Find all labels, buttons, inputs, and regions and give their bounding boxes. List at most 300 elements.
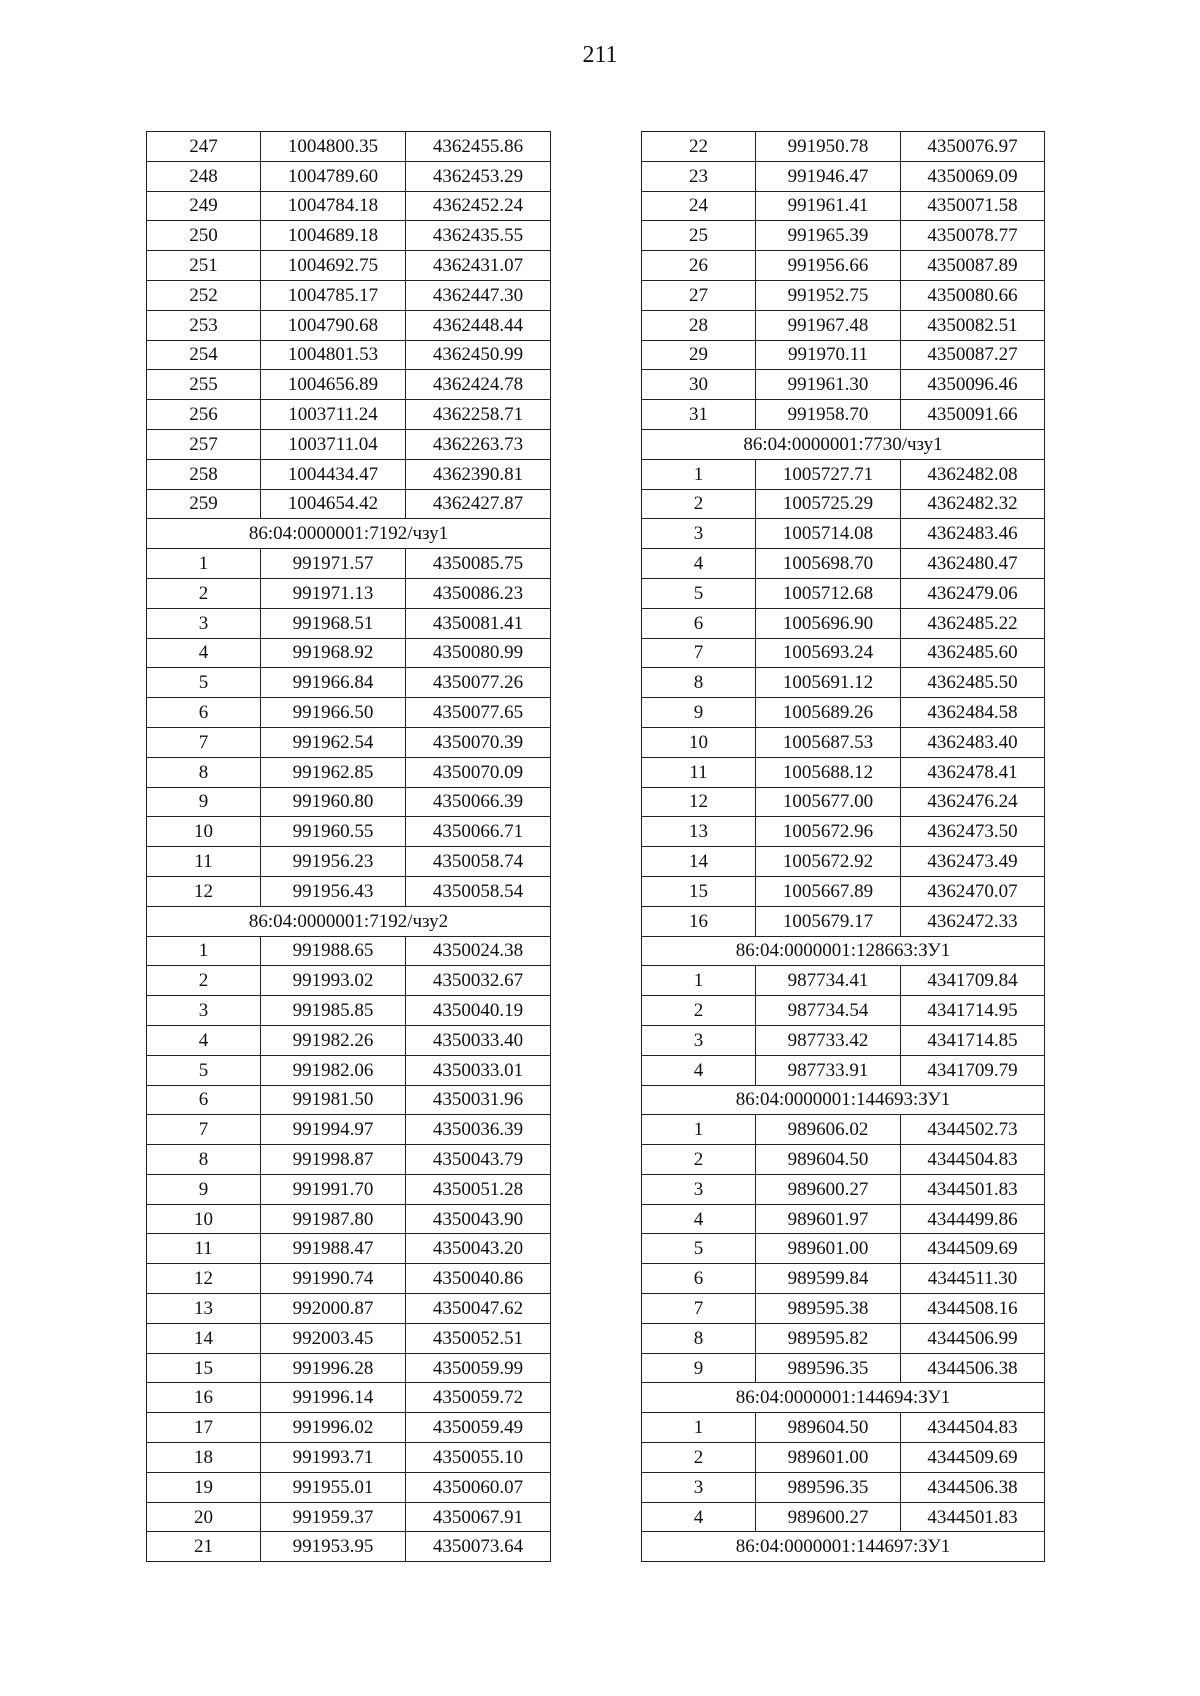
x-coordinate-cell: 1005679.17 bbox=[756, 906, 901, 936]
x-coordinate-cell: 1004692.75 bbox=[261, 251, 406, 281]
x-coordinate-cell: 1003711.24 bbox=[261, 400, 406, 430]
y-coordinate-cell: 4350066.39 bbox=[406, 787, 551, 817]
table-row bbox=[147, 936, 551, 966]
x-coordinate-cell: 1004654.42 bbox=[261, 489, 406, 519]
table-row bbox=[147, 1323, 551, 1353]
table-row bbox=[642, 1323, 1045, 1353]
table-row bbox=[642, 1055, 1045, 1085]
y-coordinate-cell: 4362482.32 bbox=[901, 489, 1045, 519]
x-coordinate-cell: 991953.95 bbox=[261, 1532, 406, 1562]
x-coordinate-cell: 991971.13 bbox=[261, 578, 406, 608]
x-coordinate-cell: 1005672.96 bbox=[756, 817, 901, 847]
parcel-cadastral-number: 86:04:0000001:128663:ЗУ1 bbox=[642, 936, 1045, 966]
x-coordinate-cell: 989601.00 bbox=[756, 1443, 901, 1473]
y-coordinate-cell: 4350085.75 bbox=[406, 549, 551, 579]
y-coordinate-cell: 4344499.86 bbox=[901, 1204, 1045, 1234]
table-row bbox=[642, 161, 1045, 191]
table-row bbox=[147, 727, 551, 757]
table-row bbox=[147, 847, 551, 877]
x-coordinate-cell: 991961.41 bbox=[756, 191, 901, 221]
y-coordinate-cell: 4350080.66 bbox=[901, 280, 1045, 310]
y-coordinate-cell: 4350071.58 bbox=[901, 191, 1045, 221]
point-number-cell: 29 bbox=[642, 340, 756, 370]
x-coordinate-cell: 989606.02 bbox=[756, 1115, 901, 1145]
y-coordinate-cell: 4350040.19 bbox=[406, 996, 551, 1026]
table-row bbox=[147, 1055, 551, 1085]
point-number-cell: 1 bbox=[642, 1413, 756, 1443]
point-number-cell: 11 bbox=[642, 757, 756, 787]
y-coordinate-cell: 4344508.16 bbox=[901, 1294, 1045, 1324]
point-number-cell: 13 bbox=[147, 1294, 261, 1324]
table-row bbox=[642, 1294, 1045, 1324]
table-row bbox=[642, 698, 1045, 728]
parcel-header-row bbox=[642, 1532, 1045, 1562]
point-number-cell: 1 bbox=[642, 459, 756, 489]
y-coordinate-cell: 4350069.09 bbox=[901, 161, 1045, 191]
table-row bbox=[642, 1472, 1045, 1502]
x-coordinate-cell: 991982.26 bbox=[261, 1025, 406, 1055]
y-coordinate-cell: 4350087.27 bbox=[901, 340, 1045, 370]
y-coordinate-cell: 4362485.60 bbox=[901, 638, 1045, 668]
y-coordinate-cell: 4350080.99 bbox=[406, 638, 551, 668]
point-number-cell: 9 bbox=[642, 1353, 756, 1383]
x-coordinate-cell: 1004801.53 bbox=[261, 340, 406, 370]
y-coordinate-cell: 4344504.83 bbox=[901, 1413, 1045, 1443]
point-number-cell: 13 bbox=[642, 817, 756, 847]
y-coordinate-cell: 4350070.09 bbox=[406, 757, 551, 787]
table-row bbox=[147, 1264, 551, 1294]
x-coordinate-cell: 1005689.26 bbox=[756, 698, 901, 728]
point-number-cell: 5 bbox=[642, 1234, 756, 1264]
table-row bbox=[147, 1353, 551, 1383]
y-coordinate-cell: 4350036.39 bbox=[406, 1115, 551, 1145]
y-coordinate-cell: 4362447.30 bbox=[406, 280, 551, 310]
table-row bbox=[642, 519, 1045, 549]
y-coordinate-cell: 4362453.29 bbox=[406, 161, 551, 191]
table-row bbox=[642, 221, 1045, 251]
point-number-cell: 10 bbox=[147, 1204, 261, 1234]
point-number-cell: 259 bbox=[147, 489, 261, 519]
y-coordinate-cell: 4350081.41 bbox=[406, 608, 551, 638]
x-coordinate-cell: 989600.27 bbox=[756, 1502, 901, 1532]
y-coordinate-cell: 4350087.89 bbox=[901, 251, 1045, 281]
x-coordinate-cell: 991982.06 bbox=[261, 1055, 406, 1085]
y-coordinate-cell: 4350032.67 bbox=[406, 966, 551, 996]
y-coordinate-cell: 4350060.07 bbox=[406, 1472, 551, 1502]
parcel-cadastral-number: 86:04:0000001:7192/чзу1 bbox=[147, 519, 551, 549]
y-coordinate-cell: 4341709.84 bbox=[901, 966, 1045, 996]
x-coordinate-cell: 1005672.92 bbox=[756, 847, 901, 877]
y-coordinate-cell: 4362483.40 bbox=[901, 727, 1045, 757]
y-coordinate-cell: 4362258.71 bbox=[406, 400, 551, 430]
x-coordinate-cell: 991952.75 bbox=[756, 280, 901, 310]
table-row bbox=[147, 429, 551, 459]
x-coordinate-cell: 1005714.08 bbox=[756, 519, 901, 549]
point-number-cell: 2 bbox=[642, 996, 756, 1026]
y-coordinate-cell: 4344506.99 bbox=[901, 1323, 1045, 1353]
point-number-cell: 5 bbox=[147, 668, 261, 698]
point-number-cell: 12 bbox=[147, 1264, 261, 1294]
y-coordinate-cell: 4350047.62 bbox=[406, 1294, 551, 1324]
y-coordinate-cell: 4350067.91 bbox=[406, 1502, 551, 1532]
table-row bbox=[147, 1502, 551, 1532]
table-row bbox=[642, 608, 1045, 638]
x-coordinate-cell: 991956.66 bbox=[756, 251, 901, 281]
x-coordinate-cell: 989595.38 bbox=[756, 1294, 901, 1324]
y-coordinate-cell: 4362473.50 bbox=[901, 817, 1045, 847]
parcel-cadastral-number: 86:04:0000001:144693:ЗУ1 bbox=[642, 1085, 1045, 1115]
table-row bbox=[147, 1115, 551, 1145]
table-row bbox=[147, 1443, 551, 1473]
point-number-cell: 7 bbox=[147, 727, 261, 757]
point-number-cell: 16 bbox=[147, 1383, 261, 1413]
point-number-cell: 27 bbox=[642, 280, 756, 310]
x-coordinate-cell: 1005712.68 bbox=[756, 578, 901, 608]
parcel-cadastral-number: 86:04:0000001:144694:ЗУ1 bbox=[642, 1383, 1045, 1413]
table-row bbox=[642, 668, 1045, 698]
point-number-cell: 255 bbox=[147, 370, 261, 400]
y-coordinate-cell: 4362476.24 bbox=[901, 787, 1045, 817]
y-coordinate-cell: 4362448.44 bbox=[406, 310, 551, 340]
table-row bbox=[147, 132, 551, 162]
x-coordinate-cell: 1005687.53 bbox=[756, 727, 901, 757]
point-number-cell: 1 bbox=[642, 966, 756, 996]
x-coordinate-cell: 989595.82 bbox=[756, 1323, 901, 1353]
y-coordinate-cell: 4350052.51 bbox=[406, 1323, 551, 1353]
parcel-header-row bbox=[147, 906, 551, 936]
table-row bbox=[642, 549, 1045, 579]
point-number-cell: 10 bbox=[147, 817, 261, 847]
point-number-cell: 26 bbox=[642, 251, 756, 281]
point-number-cell: 15 bbox=[147, 1353, 261, 1383]
table-row bbox=[642, 817, 1045, 847]
x-coordinate-cell: 991970.11 bbox=[756, 340, 901, 370]
table-row bbox=[642, 1204, 1045, 1234]
table-row bbox=[147, 1383, 551, 1413]
table-row bbox=[147, 1294, 551, 1324]
x-coordinate-cell: 992003.45 bbox=[261, 1323, 406, 1353]
page-number: 211 bbox=[582, 42, 618, 68]
y-coordinate-cell: 4362435.55 bbox=[406, 221, 551, 251]
table-row bbox=[147, 1145, 551, 1175]
y-coordinate-cell: 4344506.38 bbox=[901, 1472, 1045, 1502]
x-coordinate-cell: 1005667.89 bbox=[756, 876, 901, 906]
table-row bbox=[147, 1472, 551, 1502]
y-coordinate-cell: 4362431.07 bbox=[406, 251, 551, 281]
y-coordinate-cell: 4350033.40 bbox=[406, 1025, 551, 1055]
table-row bbox=[642, 787, 1045, 817]
x-coordinate-cell: 991981.50 bbox=[261, 1085, 406, 1115]
table-row bbox=[642, 459, 1045, 489]
point-number-cell: 17 bbox=[147, 1413, 261, 1443]
parcel-header-row bbox=[642, 1383, 1045, 1413]
table-row bbox=[147, 310, 551, 340]
y-coordinate-cell: 4362424.78 bbox=[406, 370, 551, 400]
point-number-cell: 4 bbox=[147, 638, 261, 668]
x-coordinate-cell: 991966.84 bbox=[261, 668, 406, 698]
point-number-cell: 5 bbox=[147, 1055, 261, 1085]
x-coordinate-cell: 987734.41 bbox=[756, 966, 901, 996]
y-coordinate-cell: 4350077.26 bbox=[406, 668, 551, 698]
point-number-cell: 9 bbox=[147, 787, 261, 817]
x-coordinate-cell: 1005691.12 bbox=[756, 668, 901, 698]
y-coordinate-cell: 4350059.49 bbox=[406, 1413, 551, 1443]
x-coordinate-cell: 991994.97 bbox=[261, 1115, 406, 1145]
y-coordinate-cell: 4344506.38 bbox=[901, 1353, 1045, 1383]
table-row bbox=[642, 1025, 1045, 1055]
table-row bbox=[642, 966, 1045, 996]
table-row bbox=[642, 1413, 1045, 1443]
point-number-cell: 16 bbox=[642, 906, 756, 936]
y-coordinate-cell: 4350077.65 bbox=[406, 698, 551, 728]
point-number-cell: 4 bbox=[642, 1055, 756, 1085]
point-number-cell: 10 bbox=[642, 727, 756, 757]
point-number-cell: 2 bbox=[642, 1145, 756, 1175]
x-coordinate-cell: 989604.50 bbox=[756, 1413, 901, 1443]
table-row bbox=[147, 161, 551, 191]
table-row bbox=[147, 1174, 551, 1204]
x-coordinate-cell: 1004689.18 bbox=[261, 221, 406, 251]
table-row bbox=[147, 966, 551, 996]
point-number-cell: 1 bbox=[642, 1115, 756, 1145]
table-row bbox=[147, 876, 551, 906]
table-row bbox=[642, 280, 1045, 310]
x-coordinate-cell: 991971.57 bbox=[261, 549, 406, 579]
table-row bbox=[642, 251, 1045, 281]
parcel-header-row bbox=[642, 936, 1045, 966]
point-number-cell: 12 bbox=[642, 787, 756, 817]
point-number-cell: 3 bbox=[642, 1174, 756, 1204]
point-number-cell: 250 bbox=[147, 221, 261, 251]
x-coordinate-cell: 991993.71 bbox=[261, 1443, 406, 1473]
y-coordinate-cell: 4350040.86 bbox=[406, 1264, 551, 1294]
y-coordinate-cell: 4362484.58 bbox=[901, 698, 1045, 728]
table-row bbox=[147, 370, 551, 400]
point-number-cell: 31 bbox=[642, 400, 756, 430]
table-row bbox=[147, 221, 551, 251]
coordinates-table-right bbox=[641, 131, 1045, 1562]
point-number-cell: 257 bbox=[147, 429, 261, 459]
point-number-cell: 11 bbox=[147, 847, 261, 877]
table-row bbox=[642, 1264, 1045, 1294]
y-coordinate-cell: 4350086.23 bbox=[406, 578, 551, 608]
x-coordinate-cell: 991968.51 bbox=[261, 608, 406, 638]
x-coordinate-cell: 1004784.18 bbox=[261, 191, 406, 221]
x-coordinate-cell: 991988.65 bbox=[261, 936, 406, 966]
table-row bbox=[642, 191, 1045, 221]
x-coordinate-cell: 991946.47 bbox=[756, 161, 901, 191]
table-row bbox=[147, 1532, 551, 1562]
point-number-cell: 2 bbox=[642, 489, 756, 519]
table-row bbox=[642, 1174, 1045, 1204]
table-row bbox=[147, 549, 551, 579]
y-coordinate-cell: 4350051.28 bbox=[406, 1174, 551, 1204]
x-coordinate-cell: 989601.00 bbox=[756, 1234, 901, 1264]
x-coordinate-cell: 991985.85 bbox=[261, 996, 406, 1026]
table-row bbox=[642, 727, 1045, 757]
table-row bbox=[147, 1085, 551, 1115]
x-coordinate-cell: 992000.87 bbox=[261, 1294, 406, 1324]
table-row bbox=[147, 1413, 551, 1443]
point-number-cell: 8 bbox=[642, 668, 756, 698]
x-coordinate-cell: 991962.85 bbox=[261, 757, 406, 787]
table-row bbox=[642, 1115, 1045, 1145]
point-number-cell: 258 bbox=[147, 459, 261, 489]
y-coordinate-cell: 4344509.69 bbox=[901, 1234, 1045, 1264]
point-number-cell: 7 bbox=[147, 1115, 261, 1145]
x-coordinate-cell: 991960.80 bbox=[261, 787, 406, 817]
point-number-cell: 7 bbox=[642, 638, 756, 668]
x-coordinate-cell: 989604.50 bbox=[756, 1145, 901, 1175]
point-number-cell: 20 bbox=[147, 1502, 261, 1532]
y-coordinate-cell: 4350043.20 bbox=[406, 1234, 551, 1264]
x-coordinate-cell: 991956.43 bbox=[261, 876, 406, 906]
table-row bbox=[642, 489, 1045, 519]
y-coordinate-cell: 4362483.46 bbox=[901, 519, 1045, 549]
x-coordinate-cell: 1005693.24 bbox=[756, 638, 901, 668]
x-coordinate-cell: 987734.54 bbox=[756, 996, 901, 1026]
x-coordinate-cell: 991996.28 bbox=[261, 1353, 406, 1383]
point-number-cell: 1 bbox=[147, 936, 261, 966]
table-row bbox=[642, 1443, 1045, 1473]
y-coordinate-cell: 4344501.83 bbox=[901, 1502, 1045, 1532]
point-number-cell: 28 bbox=[642, 310, 756, 340]
table-row bbox=[642, 578, 1045, 608]
table-row bbox=[642, 400, 1045, 430]
table-row bbox=[147, 1025, 551, 1055]
point-number-cell: 8 bbox=[147, 757, 261, 787]
point-number-cell: 6 bbox=[147, 698, 261, 728]
point-number-cell: 2 bbox=[147, 578, 261, 608]
table-row bbox=[642, 1145, 1045, 1175]
table-row bbox=[642, 996, 1045, 1026]
point-number-cell: 1 bbox=[147, 549, 261, 579]
x-coordinate-cell: 1005677.00 bbox=[756, 787, 901, 817]
table-row bbox=[642, 340, 1045, 370]
x-coordinate-cell: 1005698.70 bbox=[756, 549, 901, 579]
y-coordinate-cell: 4350031.96 bbox=[406, 1085, 551, 1115]
y-coordinate-cell: 4362390.81 bbox=[406, 459, 551, 489]
table-row bbox=[642, 1353, 1045, 1383]
y-coordinate-cell: 4350082.51 bbox=[901, 310, 1045, 340]
parcel-cadastral-number: 86:04:0000001:144697:ЗУ1 bbox=[642, 1532, 1045, 1562]
point-number-cell: 253 bbox=[147, 310, 261, 340]
parcel-cadastral-number: 86:04:0000001:7192/чзу2 bbox=[147, 906, 551, 936]
y-coordinate-cell: 4350096.46 bbox=[901, 370, 1045, 400]
y-coordinate-cell: 4341714.85 bbox=[901, 1025, 1045, 1055]
point-number-cell: 251 bbox=[147, 251, 261, 281]
point-number-cell: 4 bbox=[642, 1204, 756, 1234]
parcel-header-row bbox=[642, 1085, 1045, 1115]
x-coordinate-cell: 991958.70 bbox=[756, 400, 901, 430]
point-number-cell: 24 bbox=[642, 191, 756, 221]
table-row bbox=[642, 906, 1045, 936]
point-number-cell: 249 bbox=[147, 191, 261, 221]
table-row bbox=[642, 132, 1045, 162]
x-coordinate-cell: 991990.74 bbox=[261, 1264, 406, 1294]
y-coordinate-cell: 4350070.39 bbox=[406, 727, 551, 757]
y-coordinate-cell: 4350033.01 bbox=[406, 1055, 551, 1085]
table-row bbox=[147, 668, 551, 698]
point-number-cell: 4 bbox=[642, 1502, 756, 1532]
table-row bbox=[642, 370, 1045, 400]
point-number-cell: 8 bbox=[642, 1323, 756, 1353]
y-coordinate-cell: 4362482.08 bbox=[901, 459, 1045, 489]
y-coordinate-cell: 4350076.97 bbox=[901, 132, 1045, 162]
point-number-cell: 5 bbox=[642, 578, 756, 608]
x-coordinate-cell: 1005696.90 bbox=[756, 608, 901, 638]
table-row bbox=[642, 1234, 1045, 1264]
point-number-cell: 22 bbox=[642, 132, 756, 162]
y-coordinate-cell: 4350078.77 bbox=[901, 221, 1045, 251]
x-coordinate-cell: 1004789.60 bbox=[261, 161, 406, 191]
x-coordinate-cell: 991968.92 bbox=[261, 638, 406, 668]
x-coordinate-cell: 991965.39 bbox=[756, 221, 901, 251]
point-number-cell: 6 bbox=[642, 608, 756, 638]
x-coordinate-cell: 1005727.71 bbox=[756, 459, 901, 489]
x-coordinate-cell: 991967.48 bbox=[756, 310, 901, 340]
point-number-cell: 4 bbox=[147, 1025, 261, 1055]
x-coordinate-cell: 987733.42 bbox=[756, 1025, 901, 1055]
y-coordinate-cell: 4350043.79 bbox=[406, 1145, 551, 1175]
point-number-cell: 2 bbox=[147, 966, 261, 996]
point-number-cell: 30 bbox=[642, 370, 756, 400]
table-row bbox=[147, 757, 551, 787]
x-coordinate-cell: 1005725.29 bbox=[756, 489, 901, 519]
x-coordinate-cell: 991998.87 bbox=[261, 1145, 406, 1175]
x-coordinate-cell: 991955.01 bbox=[261, 1472, 406, 1502]
x-coordinate-cell: 991987.80 bbox=[261, 1204, 406, 1234]
point-number-cell: 247 bbox=[147, 132, 261, 162]
x-coordinate-cell: 991966.50 bbox=[261, 698, 406, 728]
x-coordinate-cell: 1003711.04 bbox=[261, 429, 406, 459]
x-coordinate-cell: 991959.37 bbox=[261, 1502, 406, 1532]
y-coordinate-cell: 4344511.30 bbox=[901, 1264, 1045, 1294]
point-number-cell: 6 bbox=[642, 1264, 756, 1294]
y-coordinate-cell: 4362470.07 bbox=[901, 876, 1045, 906]
point-number-cell: 7 bbox=[642, 1294, 756, 1324]
y-coordinate-cell: 4350059.99 bbox=[406, 1353, 551, 1383]
point-number-cell: 19 bbox=[147, 1472, 261, 1502]
table-row bbox=[642, 1502, 1045, 1532]
point-number-cell: 18 bbox=[147, 1443, 261, 1473]
y-coordinate-cell: 4344502.73 bbox=[901, 1115, 1045, 1145]
table-row bbox=[147, 1234, 551, 1264]
y-coordinate-cell: 4362455.86 bbox=[406, 132, 551, 162]
y-coordinate-cell: 4362485.50 bbox=[901, 668, 1045, 698]
table-row bbox=[147, 817, 551, 847]
point-number-cell: 9 bbox=[147, 1174, 261, 1204]
x-coordinate-cell: 991993.02 bbox=[261, 966, 406, 996]
parcel-header-row bbox=[642, 429, 1045, 459]
table-row bbox=[147, 340, 551, 370]
y-coordinate-cell: 4362485.22 bbox=[901, 608, 1045, 638]
point-number-cell: 3 bbox=[642, 1472, 756, 1502]
point-number-cell: 15 bbox=[642, 876, 756, 906]
x-coordinate-cell: 1004434.47 bbox=[261, 459, 406, 489]
x-coordinate-cell: 1004800.35 bbox=[261, 132, 406, 162]
y-coordinate-cell: 4362478.41 bbox=[901, 757, 1045, 787]
y-coordinate-cell: 4344501.83 bbox=[901, 1174, 1045, 1204]
point-number-cell: 14 bbox=[642, 847, 756, 877]
y-coordinate-cell: 4362473.49 bbox=[901, 847, 1045, 877]
x-coordinate-cell: 991996.14 bbox=[261, 1383, 406, 1413]
point-number-cell: 9 bbox=[642, 698, 756, 728]
point-number-cell: 23 bbox=[642, 161, 756, 191]
x-coordinate-cell: 991950.78 bbox=[756, 132, 901, 162]
point-number-cell: 3 bbox=[642, 1025, 756, 1055]
y-coordinate-cell: 4362450.99 bbox=[406, 340, 551, 370]
